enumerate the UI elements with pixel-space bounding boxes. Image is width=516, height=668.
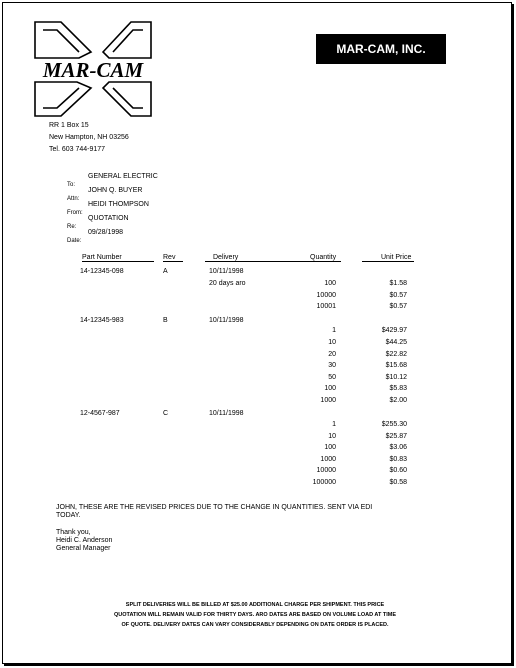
signature-line: Heidi C. Anderson: [56, 537, 113, 544]
col-rule: [362, 261, 414, 262]
field-label: Attn:: [67, 196, 80, 202]
part-number: 14-12345-983: [80, 317, 124, 324]
part-rev: A: [163, 268, 168, 275]
price-cell: $2.00: [389, 397, 407, 404]
col-header-delivery: Delivery: [213, 254, 239, 261]
address-line: RR 1 Box 15: [49, 122, 89, 129]
part-rev: C: [163, 410, 169, 417]
qty-cell: 10000: [316, 292, 336, 299]
header-row-date: [67, 229, 81, 247]
qty-cell: 100: [324, 385, 336, 392]
part-rev: B: [163, 317, 168, 324]
price-cell: $255.30: [381, 421, 407, 428]
price-cell: $44.25: [385, 339, 407, 346]
col-header-part: Part Number: [82, 254, 122, 261]
qty-cell: 10001: [316, 303, 336, 310]
qty-cell: 1000: [320, 456, 336, 463]
col-header-rev: Rev: [163, 254, 176, 261]
price-cell: $10.12: [385, 374, 407, 381]
address-line: New Hampton, NH 03256: [49, 134, 129, 141]
phone-line: Tel. 603 744-9177: [49, 146, 106, 153]
signature-line: General Manager: [56, 545, 111, 552]
footer-line: SPLIT DELIVERIES WILL BE BILLED AT $25.00 ADDITIONAL CHARGE PER SHIPMENT. THIS PRICE: [125, 602, 385, 608]
field-label: To:: [67, 182, 76, 188]
part-number: 12-4567-987: [80, 410, 120, 417]
qty-cell: 100: [324, 280, 336, 287]
col-rule: [205, 261, 341, 262]
part-delivery-note: 20 days aro: [209, 280, 246, 287]
message-line: TODAY.: [56, 512, 81, 519]
company-logo: [33, 20, 153, 118]
footer-line: QUOTATION WILL REMAIN VALID FOR THIRTY DAYS. ARO DATES ARE BASED ON VOLUME LOAD AT TIME: [113, 612, 397, 618]
field-value-date: 09/28/1998: [88, 229, 124, 236]
logo-wordmark: MAR-CAM: [42, 58, 144, 82]
signature: [56, 529, 112, 553]
field-value-from: HEIDI THOMPSON: [88, 201, 149, 208]
part-number: 14-12345-098: [80, 268, 124, 275]
price-cell: $22.82: [385, 351, 407, 358]
price-cell: $429.97: [381, 327, 407, 334]
field-value-to: GENERAL ELECTRIC: [88, 173, 158, 180]
part-delivery: 10/11/1998: [209, 410, 244, 417]
signature-line: Thank you,: [56, 529, 91, 536]
company-name: MAR-CAM, INC.: [336, 42, 426, 56]
field-label: From:: [67, 210, 83, 216]
qty-cell: 50: [328, 374, 336, 381]
footer-terms: [40, 600, 470, 630]
price-cell: $25.87: [385, 433, 407, 440]
field-label: Date:: [67, 238, 82, 244]
part-delivery: 10/11/1998: [209, 268, 244, 275]
qty-cell: 20: [328, 351, 336, 358]
field-label: Re:: [67, 224, 77, 230]
qty-cell: 100: [324, 444, 336, 451]
qty-cell: 100000: [312, 479, 336, 486]
col-header-unit-price: Unit Price: [381, 254, 412, 261]
col-header-quantity: Quantity: [310, 254, 337, 261]
price-cell: $15.68: [385, 362, 407, 369]
field-value-re: QUOTATION: [88, 215, 129, 222]
message-line: JOHN, THESE ARE THE REVISED PRICES DUE TO THE CHANGE IN QUANTITIES. SENT VIA EDI: [56, 504, 373, 511]
qty-cell: 30: [328, 362, 336, 369]
col-rule: [82, 261, 154, 262]
price-cell: $0.60: [389, 467, 407, 474]
qty-cell: 1: [332, 421, 336, 428]
field-value-attn: JOHN Q. BUYER: [88, 187, 143, 194]
price-cell: $0.57: [389, 303, 407, 310]
price-cell: $0.57: [389, 292, 407, 299]
company-name-box: [316, 34, 446, 64]
qty-cell: 10000: [316, 467, 336, 474]
price-cell: $3.06: [389, 444, 407, 451]
footer-line: OF QUOTE. DELIVERY DATES CAN VARY CONSIDERABLY DEPENDING ON DATE ORDER IS PLACED.: [121, 622, 389, 628]
company-address: [49, 120, 129, 156]
part-delivery: 10/11/1998: [209, 317, 244, 324]
price-cell: $0.83: [389, 456, 407, 463]
qty-cell: 1000: [320, 397, 336, 404]
qty-cell: 10: [328, 433, 336, 440]
message: [56, 504, 372, 520]
qty-cell: 1: [332, 327, 336, 334]
price-cell: $0.58: [389, 479, 407, 486]
col-rule: [163, 261, 183, 262]
qty-cell: 10: [328, 339, 336, 346]
price-cell: $1.58: [389, 280, 407, 287]
price-cell: $5.83: [389, 385, 407, 392]
